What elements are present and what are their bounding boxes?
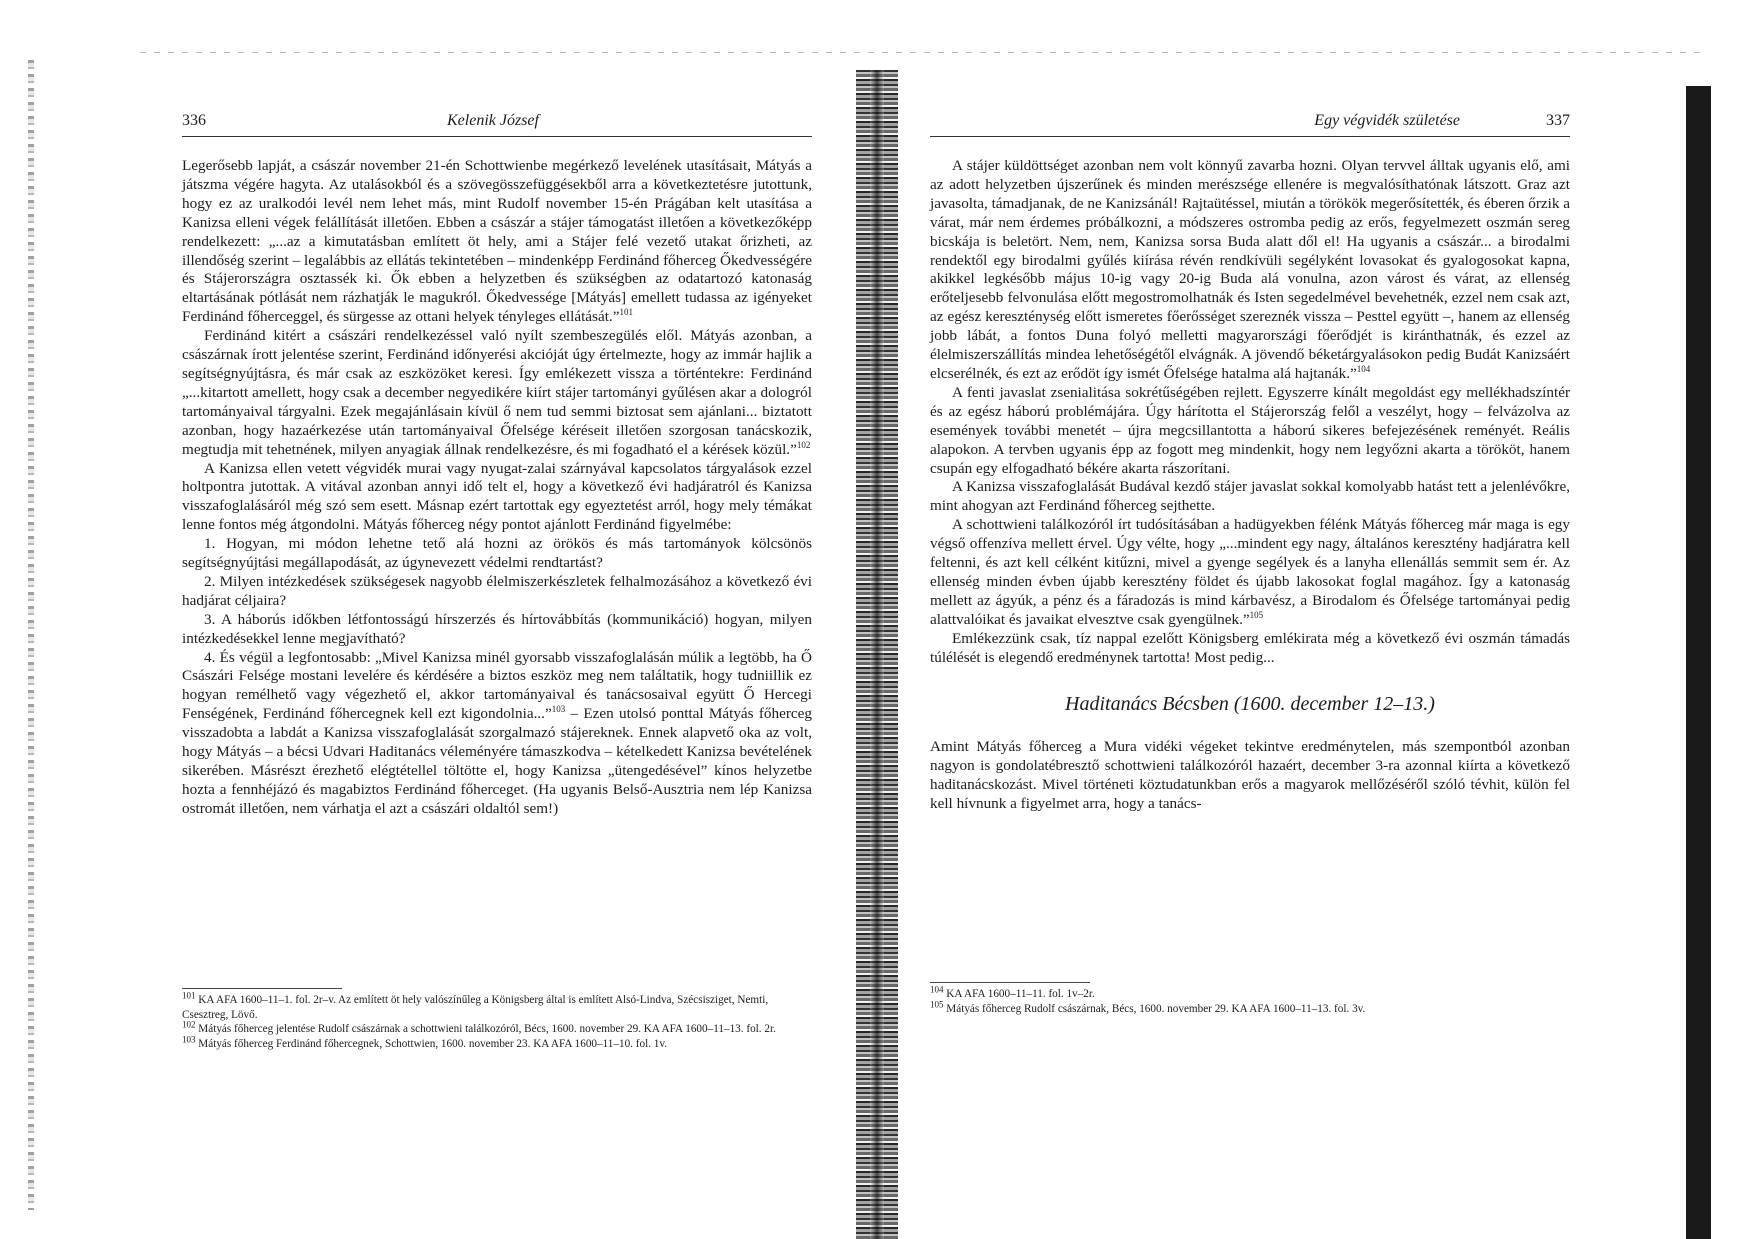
footnote-text: Mátyás főherceg jelentése Rudolf császárnak a schottwieni találkozóról, Bécs, 1600. november 29. KA AFA 1600–11–13. fol. 2r. [198, 1023, 776, 1036]
paragraph [182, 535, 812, 573]
footnote [930, 998, 1570, 1017]
footnote-ref: 105 [1249, 609, 1264, 620]
paragraph [930, 384, 1570, 479]
left-page-header [182, 112, 812, 137]
paragraph [182, 611, 812, 649]
right-page-body [930, 157, 1570, 667]
paragraph [182, 649, 812, 819]
page-number: 337 [1546, 112, 1570, 129]
paragraph-text: 2. Milyen intézkedések szükségesek nagyobb élelmiszerkészletek felhalmozásához a következő évi hadjárat céljaira? [182, 572, 812, 609]
paragraph-text: – Ezen utolsó ponttal Mátyás főherceg visszadobta a labdát a Kanizsa visszafoglalását szorgalmazó stájereknek. Ennek alapvető oka az volt, hogy Mátyás – a bécsi Udvari Haditanács véleményére támaszkodva – kételkedett Kanizsa bevételének sikerében. Másrészt érezhető elégtétellel töltötte el, hogy Kanizsa „ütengedésével” kínos helyzetbe hozta a fennhéjázó és magabiztos Ferdinánd főherceget. (Ha ugyanis Belső-Ausztria nem lép Kanizsa ostromát illetően, nem várhatja el azt a császári oldaltól sem!) [182, 705, 812, 817]
footnote-text: Mátyás főherceg Ferdinánd főhercegnek, Schottwien, 1600. november 23. KA AFA 1600–11–10. fol. 1v. [198, 1037, 668, 1050]
scan-right-edge [1686, 86, 1711, 1239]
footnote [182, 990, 812, 1022]
footnote-ref: 103 [551, 704, 566, 715]
paragraph [182, 327, 812, 459]
paragraph-text: 4. És végül a legfontosabb: „Mivel Kanizsa minél gyorsabb visszafoglalásán múlik a legtöbb, ha Ő Császári Felsége mostani levelére és kérdésére a biztos eszköz meg nem találtatik, hogy tudniillik ez hogyan remélhető vagy végezhető el, akkor tartományaival és tanácsosaival együtt Ő Hercegi Fenségének, Ferdinánd főhercegnek kell ezt kigondolnia...” [182, 648, 812, 723]
footnote-number: 103 [182, 1034, 196, 1045]
running-head: Egy végvidék születése [1314, 112, 1460, 129]
paragraph [930, 478, 1570, 516]
paragraph-text: Legerősebb lapját, a császár november 21-én Schottwienbe megérkező levelének utasításait, Mátyás a játszma végére hagyta. Az utalásokból és a szövegösszefüggésekből arra a következtetésre jutottunk, hogy ez az uralkodói levél nem lehet más, mint Rudolf november 15-én Prágában kelt utasítása a Kanizsa elleni végek felállítását illetően. Ebben a császár a stájer támogatást illetően a következőképp rendelkezett: „...az a kimutatásban említett öt hely, ami a Stájer felé vezető utakat őrizheti, az illendőség szerint – legalábbis az ellátás tekintetében – mindenképp Ferdinánd főherceg Őkedvességére és Stájerországra osztassék ki. Ők ebben a helyzetben és szükségben az odatartozó katonaság eltartásának pótlását nem rázhatják le magukról. Őkedvessége [Mátyás] emellett tudassa az igényeket Ferdinánd főherceggel, és sürgesse az ottani helyek tényleges ellátását.” [182, 157, 812, 326]
paragraph [930, 516, 1570, 629]
footnote [182, 1034, 812, 1052]
left-page [182, 112, 812, 1050]
paragraph-text: 3. A háborús időkben létfontosságú hírszerzés és hírtovábbítás (kommunikáció) hogyan, milyen intézkedésekkel lenne megjavítható? [182, 610, 812, 647]
paragraph-text: A fenti javaslat zsenialitása sokrétűségében rejlett. Egyszerre kínált megoldást egy mellékhadszíntér és az egész háború problémájára. Úgy hárította el Stájerország felől a veszélyt, hogy – felvázolva az események további menetét – újra megcsillantotta a háború sikeres befejezésének reményét. Reális alapokon. A tervben ugyanis épp az fogott meg mindenkit, hogy nem legyőzni akarta a törököt, hanem csupán egy elfogadható békére akarta rászorítani. [930, 383, 1570, 477]
footnote-text: Mátyás főherceg Rudolf császárnak, Bécs, 1600. november 29. KA AFA 1600–11–13. fol. 3v. [946, 1002, 1366, 1015]
paragraph: Amint Mátyás főherceg a Mura vidéki végeket tekintve eredménytelen, más szempontból azonban nagyon is gondolatébresztő schottwieni találkozóról hazaért, december 3-ra azonnal kiírta a következő haditanácskozást. Mivel történeti köztudatunkban erős a magyarok mellőzéséről szóló tévhit, külön fel kell hívnunk a figyelmet arra, hogy a tanács- [930, 738, 1570, 813]
footnote-number: 101 [182, 990, 196, 1001]
left-footnotes [182, 988, 812, 1051]
right-footnotes [930, 982, 1570, 1016]
footnote-rule [182, 988, 342, 989]
footnote [182, 1019, 812, 1037]
footnote-ref: 104 [1356, 363, 1371, 374]
footnote-number: 102 [182, 1019, 196, 1030]
paragraph [182, 460, 812, 536]
paragraph [930, 157, 1570, 384]
footnote-text: KA AFA 1600–11–11. fol. 1v–2r. [946, 988, 1095, 1000]
footnote-number: 105 [930, 998, 944, 1009]
paragraph [182, 573, 812, 611]
paragraph-text: A Kanizsa ellen vetett végvidék murai vagy nyugat-zalai szárnyával kapcsolatos tárgyalások ezzel holtpontra jutottak. A vitával azonban annyi idő telt el, hogy a következő évi hadjáratról és Kanizsa visszafoglalásáról még szó sem esett. Másnap ezért tartottak egy egyeztetést arról, hogy mely témákat lenne fontos még átgondolni. Mátyás főherceg négy pontot ajánlott Ferdinánd figyelmébe: [182, 459, 812, 534]
paragraph-text: Ferdinánd kitért a császári rendelkezéssel való nyílt szembeszegülés elől. Mátyás azonban, a császárnak írott jelentése szerint, Ferdinánd időnyerési akcióját úgy értelmezte, hogy az immár hajlik a segítségnyújtásra, és már csak az eszközöket keresi. Így emlékezett vissza a történtekre: Ferdinánd „...kitartott amellett, hogy csak a december negyedikére kiírt stájer tartományi gyűlésen akar a dologról tartományaival tárgyalni. Ezek megajánlásain kívül ő nem tud semmi biztosat sem ajánlani... biztatott azonban, hogy hazaérkezése után tartományaival Őfelsége kéréseit illetően szorgosan tanácskozik, megtudja mit tehetnének, milyen anyagiak állnak rendelkezésre, és mi fogadható el a kérések közül.” [182, 327, 812, 458]
paragraph-text: 1. Hogyan, mi módon lehetne tető alá hozni az örökös és más tartományok kölcsönös segítségnyújtási megállapodását, az úgynevezett védelmi rendtartást? [182, 535, 812, 572]
paragraph-text: A schottwieni találkozóról írt tudósításában a hadügyekben félénk Mátyás főherceg már maga is egy végső offenzíva mellett érvel. Úgy vélte, hogy „...mindent egy nagy, általános keresztény hadjáratra kell feltenni, és azt kell célként kitűzni, mivel a gyenge segélyek és a lanyha ellenállás semmit sem ér. Az ellenség minden évben újabb keresztény földet és újabb lakosokat foglal magához. Így a katonaság mellett az ágyúk, a pénz és a fáradozás is mind kárbavész, a Birodalom és Őfelsége tartományai pedig alattvalóikat és javaikat elvesztve csak gyengülnek.” [930, 516, 1570, 628]
footnote-text: KA AFA 1600–11–1. fol. 2r–v. Az említett öt hely valószínűleg a Königsberg által is említett Alsó-Lindva, Szécsisziget, Nemti, Csesztreg, Lövő. [182, 994, 769, 1021]
right-page-header [930, 112, 1570, 137]
paragraph-text: A stájer küldöttséget azonban nem volt könnyű zavarba hozni. Olyan tervvel álltak ugyanis elő, ami az adott helyzetben újszerűnek és minden merészsége ellenére is megvalósíthatónak látszott. Graz azt javasolta, támadjanak, de ne Kanizsánál! Rajtaütéssel, miután a törökök megerősítették, és éberen őrzik a várat, már nem érdemes próbálkozni, a módszeres ostromba pedig az erős, fegyelmezett oszmán sereg bicskája is beletört. Nem, nem, Kanizsa sorsa Buda alatt dől el! Ha ugyanis a császár... a birodalmi rendektől egy birodalmi gyűlés kiírása révén rendkívüli segélyként lovasokat és gyalogosokat kapna, akikkel legkésőbb május 10-ig vagy 20-ig Buda alá vonulna, azon várost és várat, az ellenség erőteljesebb felvonulása előtt megostromolhatnák és Isten segedelmével bevehetnék, ezzel nem csak azt, az egész kereszténység előtt ismeretes főerősséget szereznék vissza – Pesttel együtt –, hanem az ellenség jobb lábát, a fontos Duna folyó melletti magyarországi főerődjét is kiránthatnák, és ezzel az élelmiszerszállítás mindea lehetőségétől elvágnák. A jövendő béketárgyalásokon pedig Budát Kanizsáért elcserélnék, és ezt az erődöt így ismét Őfelsége hatalma alá hajtanák.” [930, 157, 1570, 382]
page-number: 336 [182, 112, 206, 129]
section-title: Haditanács Bécsben (1600. december 12–13.) [1065, 693, 1435, 716]
running-head: Kelenik József [447, 112, 539, 129]
paragraph [182, 157, 812, 327]
paragraph [930, 630, 1570, 668]
section-body [930, 738, 1570, 814]
left-page-body [182, 157, 812, 819]
scan-top-line [140, 52, 1700, 53]
footnote-number: 104 [930, 984, 944, 995]
right-page [930, 112, 1570, 1015]
footnote-ref: 101 [619, 307, 633, 318]
scan-left-edge [28, 60, 34, 1210]
footnote-rule [930, 982, 1090, 983]
footnote [930, 984, 1570, 1002]
paragraph-text: Emlékezzünk csak, tíz nappal ezelőtt Königsberg emlékirata még a következő évi oszmán támadás túlélését is elegendő eredménynek tartotta! Most pedig... [930, 629, 1570, 666]
paragraph-text: A Kanizsa visszafoglalását Budával kezdő stájer javaslat sokkal komolyabb hatást tett a jelenlévőkre, mint ahogyan azt Ferdinánd főherceg sejthette. [930, 478, 1570, 515]
book-gutter [856, 70, 898, 1239]
footnote-ref: 102 [796, 439, 811, 450]
